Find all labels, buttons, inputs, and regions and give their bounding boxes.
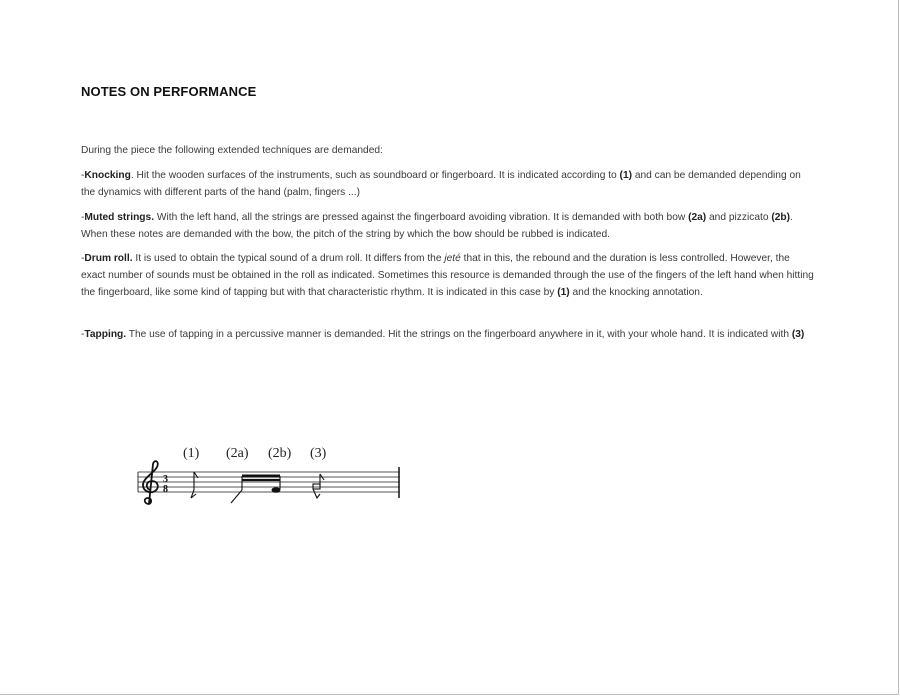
drum-roll-paragraph [81,250,816,301]
tapping-prefix: - [81,329,85,340]
knocking-term: Knocking [84,170,131,181]
knocking-paragraph [81,167,816,201]
knocking-ref: (1) [619,170,632,181]
time-signature-numerator: 3 [163,474,168,485]
muted-ref-2a: (2a) [688,212,707,223]
muted-text-2: and pizzicato [706,212,772,223]
drum-text-2: that in this, the rebound and the duration is less controlled. However, the exact number of sounds must be obtained in the roll as indicated. Sometimes this resource is demanded through the use of the fingers of the left hand when hitting the fingerboard, like some kind of tapping but with that characteristic rhythm. It is indicated in this case by [81,253,814,298]
treble-clef-icon [143,461,158,504]
page-title: NOTES ON PERFORMANCE [81,84,257,99]
marker-3: (3) [310,446,327,461]
marker-2b: (2b) [268,446,292,461]
notation-example [130,440,420,520]
muted-text-3: . When these notes are demanded with the bow, the pitch of the string by which the bow should be rubbed is indicated. [81,212,793,240]
marker-2a: (2a) [226,446,249,461]
music-staff [130,440,420,520]
knocking-text-1: . Hit the wooden surfaces of the instruments, such as soundboard or fingerboard. It is indicated according to [130,170,620,181]
muted-ref-2b: (2b) [771,212,790,223]
tapping-ref: (3) [791,329,805,340]
intro-paragraph: During the piece the following extended techniques are demanded: [81,145,383,156]
knocking-text-2: and can be demanded depending on the dynamics with different parts of the hand (palm, fingers ...) [81,170,801,198]
tapping-paragraph [81,326,816,343]
muted-text-1: With the left hand, all the strings are pressed against the fingerboard avoiding vibration. It is demanded with both bow [154,212,689,223]
tapping-term: Tapping. [84,329,127,340]
muted-prefix: - [81,212,85,223]
drum-italic-jete: jeté [444,253,461,264]
tapping-text-1: The use of tapping in a percussive manner is demanded. Hit the strings on the fingerboard anywhere in it, with your whole hand. It is indicated with [126,329,792,340]
note-muted-bow [231,476,281,503]
knocking-prefix: - [81,170,85,181]
muted-term: Muted strings. [84,212,155,223]
note-tapping [313,474,324,498]
marker-1: (1) [183,446,200,461]
muted-strings-paragraph [81,209,816,243]
note-knocking [191,472,198,498]
drum-text-3: and the knocking annotation. [569,287,703,298]
drum-text-1: It is used to obtain the typical sound of a drum roll. It differs from the [132,253,445,264]
time-signature-denominator: 8 [163,484,168,495]
drum-term: Drum roll. [84,253,133,264]
drum-ref: (1) [557,287,570,298]
drum-prefix: - [81,253,85,264]
